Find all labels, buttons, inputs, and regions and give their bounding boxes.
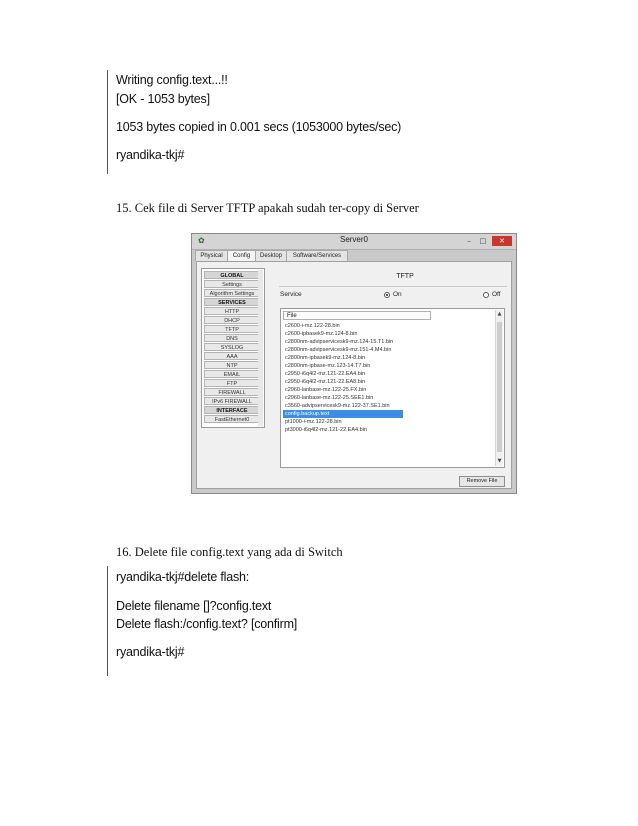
service-off-radio[interactable]: [483, 292, 489, 298]
sidebar-header-global: GLOBAL: [204, 271, 260, 279]
server-window: [191, 233, 517, 494]
packet-tracer-icon: ✿: [198, 236, 205, 245]
close-icon[interactable]: ✕: [492, 236, 512, 246]
code-line: Writing config.text...!!: [116, 73, 228, 87]
sidebar-item-algorithm-settings[interactable]: Algorithm Settings: [204, 289, 260, 297]
code-line: ryandika-tkj#: [116, 148, 185, 162]
service-on-label: On: [393, 291, 402, 298]
file-list-item[interactable]: c2800nm-advipservicesk9-mz.124-15.T1.bin: [285, 339, 394, 345]
sidebar-item-dns[interactable]: DNS: [204, 334, 260, 342]
file-list-item[interactable]: c2600-i-mz.122-28.bin: [285, 323, 340, 329]
config-panel: [196, 261, 512, 489]
file-list-item[interactable]: pt3000-i6q4l2-mz.121-22.EA4.bin: [285, 427, 367, 433]
sidebar-item-syslog[interactable]: SYSLOG: [204, 343, 260, 351]
sidebar-item-ftp[interactable]: FTP: [204, 379, 260, 387]
step-15-heading: 15. Cek file di Server TFTP apakah sudah ter-copy di Server: [116, 201, 419, 215]
code-block-border: [107, 70, 108, 174]
sidebar-item-ntp[interactable]: NTP: [204, 361, 260, 369]
file-list-item[interactable]: c3560-advipservicesk9-mz.122-37.SE1.bin: [285, 403, 390, 409]
scroll-up-icon[interactable]: ▲: [497, 311, 502, 317]
service-off-label: Off: [492, 291, 501, 298]
code-line: ryandika-tkj#delete flash:: [116, 570, 250, 584]
step-16-heading: 16. Delete file config.text yang ada di Switch: [116, 545, 343, 559]
window-title: Server0: [339, 235, 368, 244]
sidebar-item-email[interactable]: EMAIL: [204, 370, 260, 378]
code-line: 1053 bytes copied in 0.001 secs (1053000 bytes/sec): [116, 120, 402, 134]
tftp-title: TFTP: [396, 273, 414, 280]
code-line: ryandika-tkj#: [116, 645, 185, 659]
file-list-item[interactable]: c2800nm-ipbasek9-mz.124-8.bin: [285, 355, 366, 361]
tab-physical[interactable]: Physical: [195, 250, 228, 261]
file-list-item[interactable]: c2600-ipbasek9-mz.124-8.bin: [285, 331, 358, 337]
file-list-item[interactable]: c2950-i6q4l2-mz.121-22.EA8.bin: [285, 379, 366, 385]
code-block-border: [107, 566, 108, 676]
divider: [279, 286, 507, 287]
sidebar-item-aaa[interactable]: AAA: [204, 352, 260, 360]
file-list-scrollbar[interactable]: [495, 310, 503, 466]
scrollbar-thumb[interactable]: [497, 322, 502, 452]
file-list-item[interactable]: pt1000-i-mz.122-28.bin: [285, 419, 342, 425]
file-list-item-selected[interactable]: config.backup.text: [283, 410, 403, 418]
tab-software-services[interactable]: Software/Services: [286, 250, 348, 261]
maximize-icon[interactable]: □: [479, 237, 487, 245]
sidebar-header-services: SERVICES: [204, 298, 260, 306]
tab-desktop[interactable]: Desktop: [255, 250, 287, 261]
sidebar-item-ipv6-firewall[interactable]: IPv6 FIREWALL: [204, 397, 260, 405]
sidebar-item-settings[interactable]: Settings: [204, 280, 260, 288]
file-list-item[interactable]: c2960-lanbase-mz.122-25.FX.bin: [285, 387, 367, 393]
title-bar: [192, 234, 516, 250]
scroll-down-icon[interactable]: ▼: [497, 458, 502, 464]
service-on-radio[interactable]: [384, 292, 390, 298]
sidebar-item-firewall[interactable]: FIREWALL: [204, 388, 260, 396]
code-line: Delete flash:/config.text? [confirm]: [116, 617, 298, 631]
file-list-item[interactable]: c2800nm-advipservicesk9-mz.151-4.M4.bin: [285, 347, 392, 353]
code-line: [OK - 1053 bytes]: [116, 92, 210, 106]
file-list-item[interactable]: c2960-lanbase-mz.122-25.SEE1.bin: [285, 395, 374, 401]
file-column-header: File: [283, 311, 431, 320]
sidebar-item-dhcp[interactable]: DHCP: [204, 316, 260, 324]
sidebar-scrollbar[interactable]: [258, 270, 263, 426]
file-list[interactable]: [280, 308, 505, 468]
service-label: Service: [280, 291, 302, 298]
remove-file-button[interactable]: Remove File: [459, 476, 505, 487]
sidebar-header-interface: INTERFACE: [204, 406, 260, 414]
config-sidebar: [201, 268, 265, 428]
file-list-item[interactable]: c2950-i6q4l2-mz.121-22.EA4.bin: [285, 371, 366, 377]
code-line: Delete filename []?config.text: [116, 599, 272, 613]
sidebar-item-tftp[interactable]: TFTP: [204, 325, 260, 333]
file-list-item[interactable]: c2800nm-ipbase-mz.123-14.T7.bin: [285, 363, 371, 369]
sidebar-item-fastethernet0[interactable]: FastEthernet0: [204, 415, 260, 423]
minimize-icon[interactable]: –: [467, 237, 471, 245]
sidebar-item-http[interactable]: HTTP: [204, 307, 260, 315]
tab-config[interactable]: Config: [227, 250, 256, 262]
